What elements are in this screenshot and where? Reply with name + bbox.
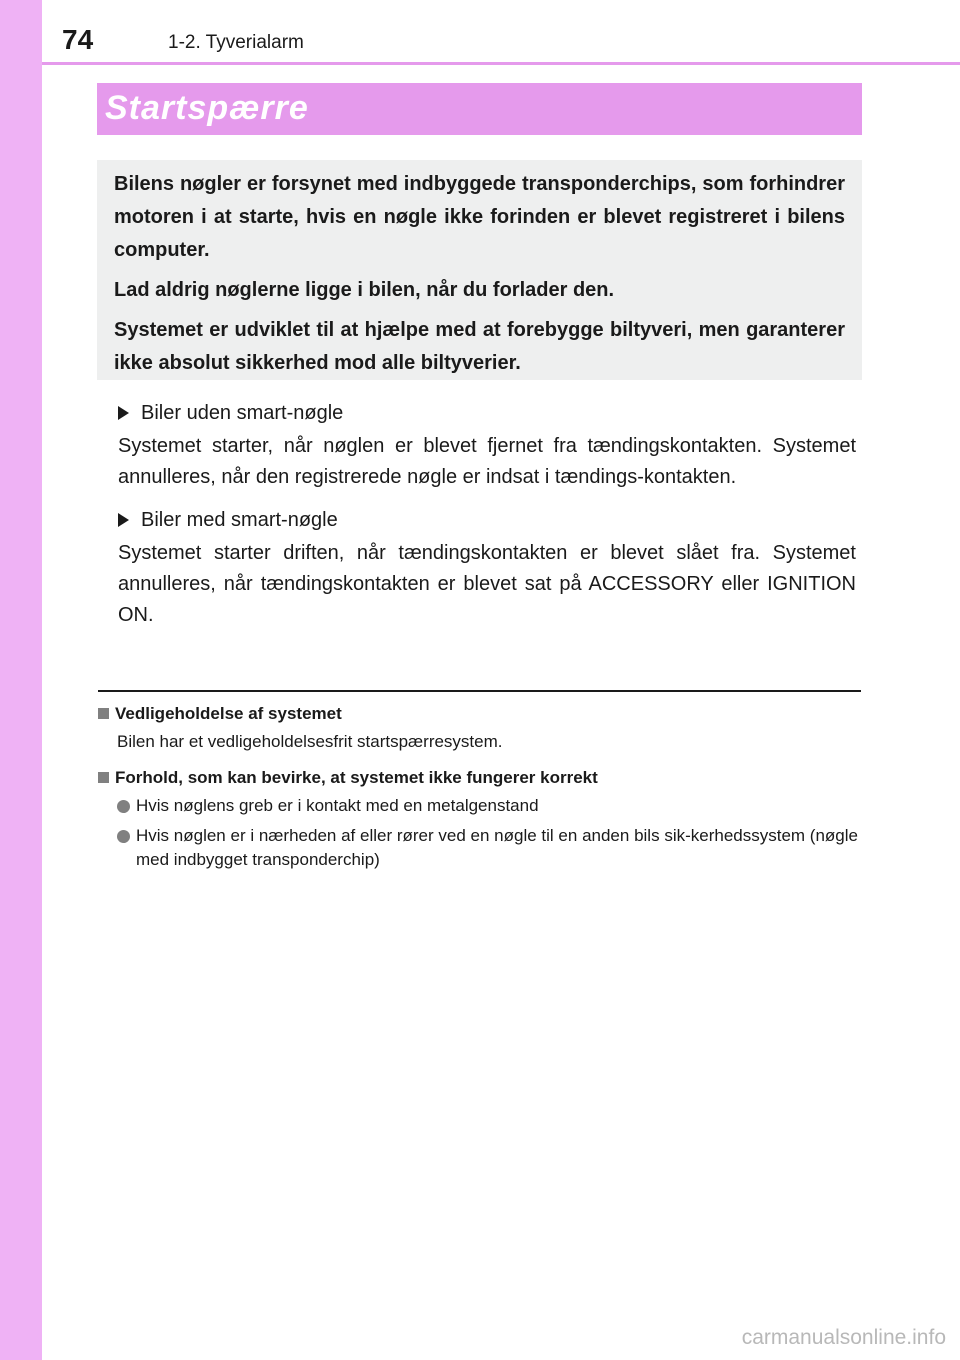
- section-title: Startspærre: [105, 89, 309, 127]
- triangle-bullet-icon: [118, 513, 129, 527]
- circle-bullet-icon: [117, 830, 130, 843]
- note-heading-label: Vedligeholdelse af systemet: [115, 704, 342, 723]
- side-color-strip: [0, 0, 42, 1360]
- intro-box: [97, 160, 862, 380]
- note-heading-label: Forhold, som kan bevirke, at systemet ikke fungerer korrekt: [115, 768, 598, 787]
- subheading-without-smart-key: [118, 398, 856, 428]
- note-body: Bilen har et vedligeholdelsesfrit startspærresystem.: [117, 732, 503, 751]
- circle-bullet-icon: [117, 800, 130, 813]
- body-paragraph: Systemet starter, når nøglen er blevet fjernet fra tændingskontakten. Systemet annulleres, når den registrerede nøgle er indsat i tændings-kontakten.: [118, 435, 856, 488]
- list-item-text: Hvis nøglen er i nærheden af eller rører ved en nøgle til en anden bils sik-kerhedssystem (nøgle med indbygget transponderchip): [136, 826, 858, 869]
- intro-paragraph: Bilens nøgler er forsynet med indbyggede transponderchips, som forhindrer motoren i at starte, hvis en nøgle ikke forinden er blevet registreret i bilens computer.: [114, 173, 845, 261]
- main-content: [118, 398, 856, 638]
- intro-paragraph: Systemet er udviklet til at hjælpe med at forebygge biltyveri, men garanterer ikke absolut sikkerhed mod alle biltyverier.: [114, 319, 845, 374]
- subheading-label: Biler med smart-nøgle: [141, 509, 338, 531]
- header-rule: [42, 62, 960, 65]
- square-bullet-icon: [98, 772, 109, 783]
- chapter-title: 1-2. Tyverialarm: [168, 32, 304, 53]
- list-item: [98, 794, 858, 818]
- square-bullet-icon: [98, 708, 109, 719]
- subheading-with-smart-key: [118, 505, 856, 535]
- footer-watermark: carmanualsonline.info: [741, 1326, 946, 1349]
- notes-section: [98, 702, 858, 878]
- list-item-text: Hvis nøglens greb er i kontakt med en metalgenstand: [136, 796, 539, 815]
- note-heading-conditions: [98, 766, 858, 790]
- triangle-bullet-icon: [118, 406, 129, 420]
- body-paragraph: Systemet starter driften, når tændingskontakten er blevet slået fra. Systemet annulleres, når tændingskontakten er blevet sat på ACCESSORY eller IGNITION ON.: [118, 542, 856, 626]
- note-heading-maintenance: [98, 702, 858, 726]
- page-number: 74: [62, 24, 94, 55]
- subheading-label: Biler uden smart-nøgle: [141, 402, 344, 424]
- section-title-bar: [97, 83, 862, 135]
- list-item: [98, 824, 858, 872]
- intro-paragraph: Lad aldrig nøglerne ligge i bilen, når du forlader den.: [114, 279, 615, 301]
- section-divider: [98, 690, 861, 692]
